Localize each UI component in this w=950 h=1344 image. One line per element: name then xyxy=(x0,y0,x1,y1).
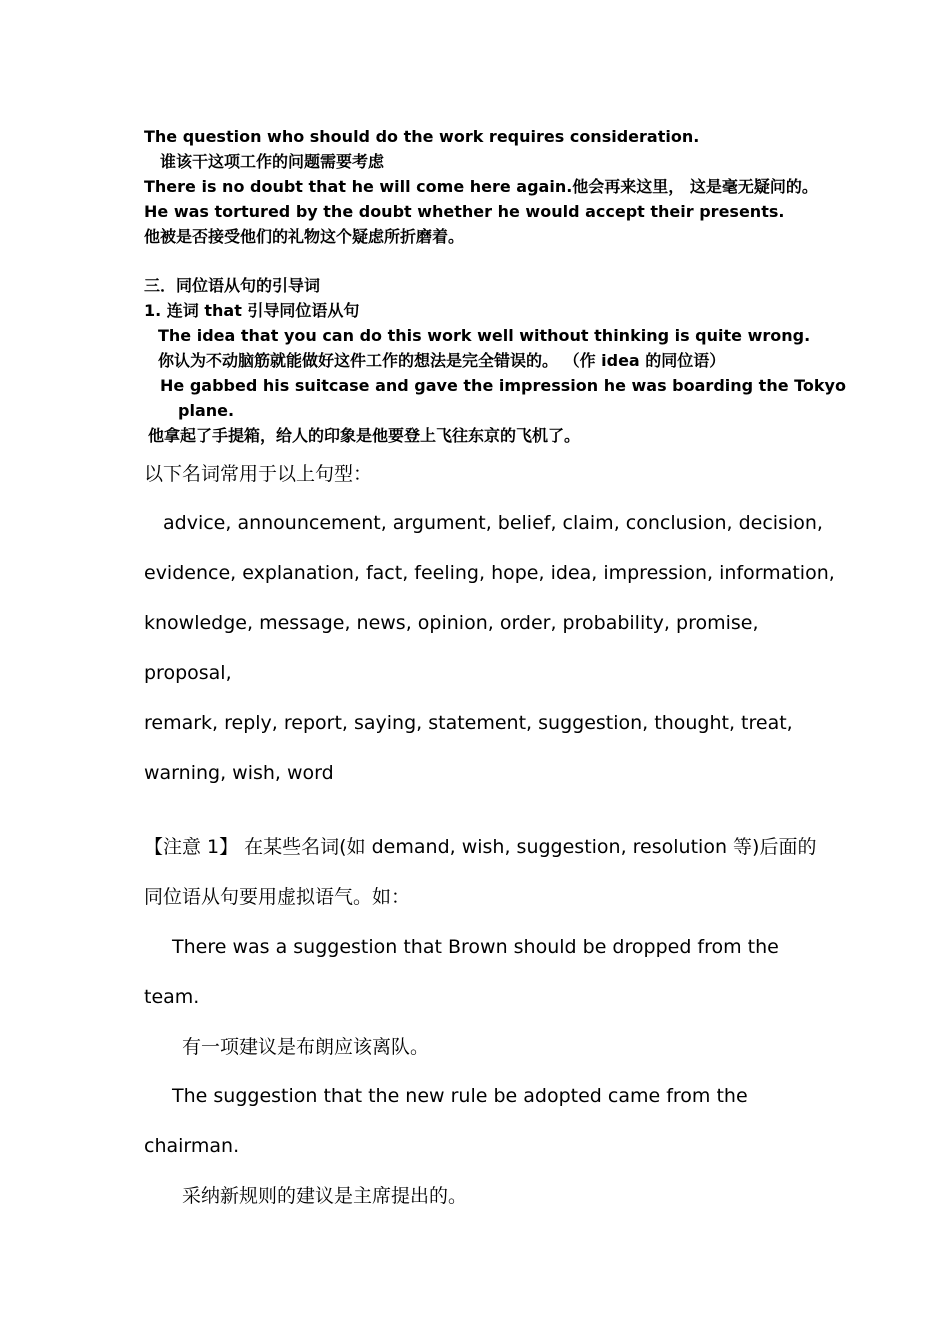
example-en-idea: The idea that you can do this work well without thinking is quite wrong. xyxy=(158,326,811,345)
note-example-en-cont: team. xyxy=(144,986,200,1008)
note-example-zh: 有一项建议是布朗应该离队。 xyxy=(182,1036,430,1058)
subsection-title: 1. 连词 that 引导同位语从句 xyxy=(144,301,360,320)
example-zh-idea: 你认为不动脑筋就能做好这件工作的想法是完全错误的。 （作 idea 的同位语） xyxy=(158,351,726,370)
example-zh-tortured: 他被是否接受他们的礼物这个疑虑所折磨着。 xyxy=(144,227,465,246)
nouns-line: warning, wish, word xyxy=(144,762,334,784)
example-en-tortured: He was tortured by the doubt whether he would accept their presents. xyxy=(144,202,785,221)
note-example-en: There was a suggestion that Brown should be dropped from the xyxy=(172,936,779,958)
example-en-question: The question who should do the work requires consideration. xyxy=(144,127,700,146)
example-en-suitcase-cont: plane. xyxy=(178,401,235,420)
example-en-suitcase: He gabbed his suitcase and gave the impression he was boarding the Tokyo xyxy=(160,376,846,395)
nouns-line: advice, announcement, argument, belief, claim, conclusion, decision, xyxy=(163,512,823,534)
note-example-en: The suggestion that the new rule be adopted came from the xyxy=(172,1085,748,1107)
example-doubt: There is no doubt that he will come here again.他会再来这里， 这是毫无疑问的。 xyxy=(144,177,818,196)
note-example-zh: 采纳新规则的建议是主席提出的。 xyxy=(182,1185,468,1207)
nouns-line: remark, reply, report, saying, statement, suggestion, thought, treat, xyxy=(144,712,793,734)
note-text: 同位语从句要用虚拟语气。如： xyxy=(144,886,411,908)
nouns-line: evidence, explanation, fact, feeling, hope, idea, impression, information, xyxy=(144,562,835,584)
section-title: 三．同位语从句的引导词 xyxy=(144,276,321,295)
nouns-line: knowledge, message, news, opinion, order, probability, promise, xyxy=(144,612,759,634)
example-zh-question: 谁该干这项工作的问题需要考虑 xyxy=(160,152,385,171)
nouns-intro: 以下名词常用于以上句型： xyxy=(144,463,373,485)
note-heading: 【注意 1】 在某些名词(如 demand, wish, suggestion, resolution 等)后面的 xyxy=(144,836,817,858)
example-zh-suitcase: 他拿起了手提箱，给人的印象是他要登上飞往东京的飞机了。 xyxy=(148,426,581,445)
note-example-en-cont: chairman. xyxy=(144,1135,240,1157)
nouns-line: proposal, xyxy=(144,662,232,684)
